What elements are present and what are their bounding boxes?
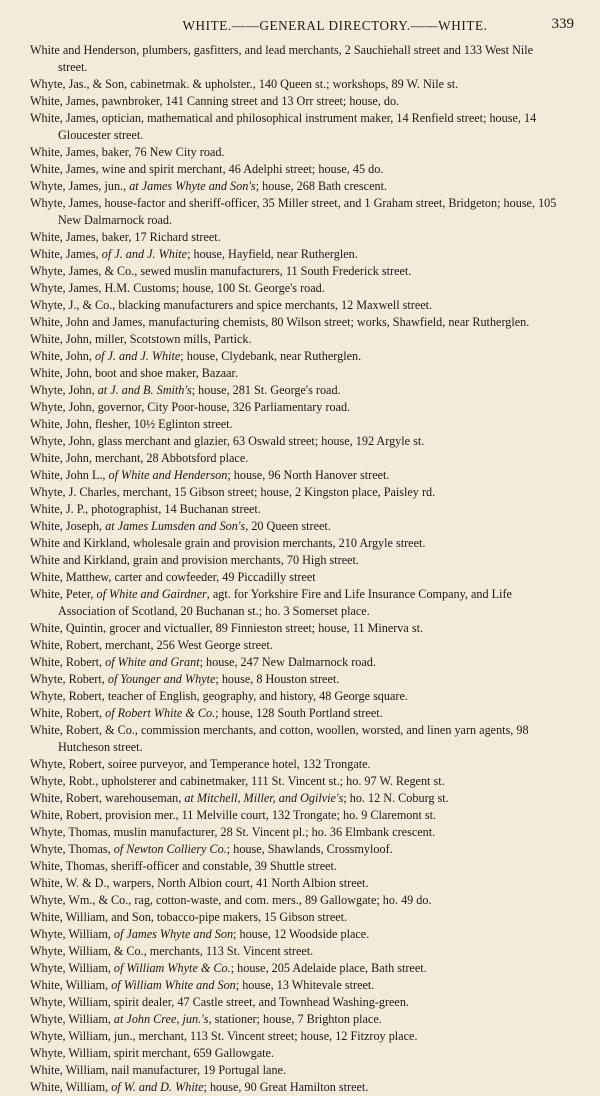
entry-text: Whyte, John, glass merchant and glazier, 63 Oswald street; house, 192 Argyle st. (30, 434, 425, 448)
directory-entry (30, 501, 558, 518)
entry-text: Whyte, William, (30, 927, 114, 941)
directory-entry (30, 484, 558, 501)
entry-firm-reference: of Younger and Whyte (107, 672, 216, 686)
entry-text: ; house, 247 New Dalmarnock road. (199, 655, 376, 669)
entry-text: White, Robert, & Co., commission merchants, and cotton, woollen, worsted, and linen yarn agents, 98 Hutcheson street. (30, 723, 529, 754)
entry-text: White and Kirkland, wholesale grain and provision merchants, 210 Argyle street. (30, 536, 426, 550)
directory-entry (30, 960, 558, 977)
entry-text: Whyte, J., & Co., blacking manufacturers and spice merchants, 12 Maxwell street. (30, 298, 433, 312)
directory-entry (30, 875, 558, 892)
directory-entry (30, 365, 558, 382)
directory-entry (30, 178, 558, 195)
entry-text: ; house, 8 Houston street. (215, 672, 340, 686)
entry-text: White, James, baker, 17 Richard street. (30, 230, 221, 244)
entry-firm-reference: of J. and J. White (101, 247, 188, 261)
directory-entry (30, 246, 558, 263)
entry-text: White, William, (30, 1080, 112, 1094)
entry-firm-reference: of White and Henderson (108, 468, 228, 482)
directory-entry (30, 909, 558, 926)
entry-text: White, J. P., photographist, 14 Buchanan street. (30, 502, 261, 516)
directory-entry (30, 314, 558, 331)
entry-text: ; house, 128 South Portland street. (215, 706, 383, 720)
entry-text: ; house, Clydebank, near Rutherglen. (180, 349, 362, 363)
directory-entry (30, 416, 558, 433)
entry-text: Whyte, Thomas, muslin manufacturer, 28 St. Vincent pl.; ho. 36 Elmbank crescent. (30, 825, 436, 839)
entry-text: ; house, 96 North Hanover street. (227, 468, 390, 482)
entry-firm-reference: of White and Grant (105, 655, 200, 669)
directory-entry (30, 688, 558, 705)
directory-entry (30, 756, 558, 773)
entry-firm-reference: at J. and B. Smith's (97, 383, 192, 397)
entry-text: ; house, Hayfield, near Rutherglen. (187, 247, 358, 261)
entry-text: Whyte, Robt., upholsterer and cabinetmaker, 111 St. Vincent st.; ho. 97 W. Regent st. (30, 774, 445, 788)
entry-text: Whyte, J. Charles, merchant, 15 Gibson street; house, 2 Kingston place, Paisley rd. (30, 485, 436, 499)
directory-entry (30, 569, 558, 586)
entry-text: ; house, 205 Adelaide place, Bath street. (230, 961, 427, 975)
directory-entry (30, 552, 558, 569)
directory-entry (30, 42, 558, 76)
directory-entry (30, 926, 558, 943)
directory-entry (30, 399, 558, 416)
directory-entry (30, 1011, 558, 1028)
directory-entry (30, 263, 558, 280)
running-header (30, 18, 580, 42)
directory-entry (30, 977, 558, 994)
directory-entry (30, 467, 558, 484)
entry-text: Whyte, James, jun., (30, 179, 130, 193)
entry-firm-reference: of William Whyte & Co. (113, 961, 231, 975)
directory-entry (30, 382, 558, 399)
directory-entry (30, 807, 558, 824)
directory-entry (30, 858, 558, 875)
entry-firm-reference: of W. and D. White (111, 1080, 204, 1094)
entry-text: White, Matthew, carter and cowfeeder, 49 Piccadilly street (30, 570, 316, 584)
entry-text: White, John, merchant, 28 Abbotsford place. (30, 451, 249, 465)
entry-firm-reference: of J. and J. White (95, 349, 181, 363)
entry-text: ; house, 13 Whitevale street. (235, 978, 375, 992)
entry-text: , stationer; house, 7 Brighton place. (208, 1012, 382, 1026)
directory-entry (30, 280, 558, 297)
entry-text: Whyte, James, house-factor and sheriff-officer, 35 Miller street, and 1 Graham street, Bridgeton; house, 105 New Dalmarnock road. (30, 196, 557, 227)
entry-text: Whyte, Thomas, (30, 842, 114, 856)
entry-text: Whyte, William, (30, 1012, 114, 1026)
entry-text: White, William, nail manufacturer, 19 Portugal lane. (30, 1063, 287, 1077)
entry-text: , 20 Queen street. (245, 519, 331, 533)
entry-text: Whyte, James, & Co., sewed muslin manufacturers, 11 South Frederick street. (30, 264, 412, 278)
entry-firm-reference: of William White and Son (111, 978, 236, 992)
entry-text: White, Joseph, (30, 519, 106, 533)
header-title: WHITE.——GENERAL DIRECTORY.——WHITE. (182, 18, 488, 33)
directory-entry (30, 229, 558, 246)
entry-text: Whyte, Robert, (30, 672, 108, 686)
directory-entry (30, 892, 558, 909)
directory-entry (30, 433, 558, 450)
directory-entry (30, 93, 558, 110)
directory-entry (30, 297, 558, 314)
directory-entry (30, 586, 558, 620)
entry-text: White, James, optician, mathematical and philosophical instrument maker, 14 Renfield street; house, 14 Gloucester street. (30, 111, 537, 142)
entry-text: White, John, flesher, 10½ Eglinton street. (30, 417, 233, 431)
directory-entry (30, 161, 558, 178)
entry-firm-reference: of Newton Colliery Co. (113, 842, 227, 856)
directory-entry (30, 76, 558, 93)
entry-text: White, James, pawnbroker, 141 Canning street and 13 Orr street; house, do. (30, 94, 400, 108)
entry-text: White and Henderson, plumbers, gasfitters, and lead merchants, 2 Sauchiehall street and 133 West Nile street. (30, 43, 534, 74)
entry-text: White, W. & D., warpers, North Albion court, 41 North Albion street. (30, 876, 369, 890)
entry-firm-reference: of Robert White & Co. (105, 706, 216, 720)
entry-text: Whyte, William, (30, 961, 114, 975)
entry-text: ; house, 12 Woodside place. (233, 927, 370, 941)
entry-firm-reference: at Mitchell, Miller, and Ogilvie's (184, 791, 344, 805)
entry-text: White, Peter, (30, 587, 97, 601)
entry-text: White, Robert, provision mer., 11 Melville court, 132 Trongate; ho. 9 Claremont st. (30, 808, 437, 822)
entry-firm-reference: at James Whyte and Son's (129, 179, 256, 193)
directory-entry (30, 331, 558, 348)
entry-text: White, James, wine and spirit merchant, 46 Adelphi street; house, 45 do. (30, 162, 384, 176)
directory-entry (30, 620, 558, 637)
entry-text: Whyte, James, H.M. Customs; house, 100 St. George's road. (30, 281, 325, 295)
directory-entry (30, 1062, 558, 1079)
directory-entry (30, 994, 558, 1011)
entry-text: ; house, 90 Great Hamilton street. (203, 1080, 369, 1094)
entry-text: Whyte, William, & Co., merchants, 113 St. Vincent street. (30, 944, 314, 958)
entry-text: Whyte, Jas., & Son, cabinetmak. & upholster., 140 Queen st.; workshops, 89 W. Nile st. (30, 77, 459, 91)
directory-entries (30, 42, 558, 1096)
directory-entry (30, 110, 558, 144)
directory-entry (30, 654, 558, 671)
entry-text: Whyte, Robert, soiree purveyor, and Temperance hotel, 132 Trongate. (30, 757, 371, 771)
entry-text: White, William, and Son, tobacco-pipe makers, 15 Gibson street. (30, 910, 348, 924)
directory-entry (30, 518, 558, 535)
entry-text: White, William, (30, 978, 112, 992)
entry-text: ; house, 268 Bath crescent. (255, 179, 388, 193)
directory-entry (30, 1028, 558, 1045)
entry-text: White, Robert, (30, 655, 106, 669)
entry-text: ; ho. 12 N. Coburg st. (343, 791, 449, 805)
directory-entry (30, 790, 558, 807)
entry-text: White, James, baker, 76 New City road. (30, 145, 225, 159)
directory-entry (30, 943, 558, 960)
entry-text: White, James, (30, 247, 102, 261)
page-number: 339 (551, 16, 574, 32)
entry-text: Whyte, William, spirit dealer, 47 Castle street, and Townhead Washing-green. (30, 995, 409, 1009)
directory-entry (30, 1079, 558, 1096)
directory-entry (30, 773, 558, 790)
entry-text: White, Robert, warehouseman, (30, 791, 185, 805)
directory-entry (30, 824, 558, 841)
entry-text: White, John L., (30, 468, 109, 482)
entry-text: Whyte, Wm., & Co., rag, cotton-waste, and com. mers., 89 Gallowgate; ho. 49 do. (30, 893, 432, 907)
entry-text: White, Robert, merchant, 256 West George street. (30, 638, 273, 652)
entry-firm-reference: of White and Gairdner (96, 587, 207, 601)
entry-text: Whyte, John, (30, 383, 98, 397)
entry-firm-reference: at John Cree, jun.'s (113, 1012, 209, 1026)
entry-text: ; house, Shawlands, Crossmyloof. (226, 842, 393, 856)
directory-entry (30, 348, 558, 365)
directory-entry (30, 637, 558, 654)
entry-text: White, Thomas, sheriff-officer and constable, 39 Shuttle street. (30, 859, 337, 873)
entry-text: , agt. for Yorkshire Fire and Life Insurance Company, and Life Association of Scotland, 20 Buchanan st.; ho. 3 Somerset place. (58, 587, 512, 618)
directory-entry (30, 450, 558, 467)
entry-text: Whyte, William, spirit merchant, 659 Gallowgate. (30, 1046, 274, 1060)
entry-text: White, John, boot and shoe maker, Bazaar. (30, 366, 238, 380)
entry-text: White, Robert, (30, 706, 106, 720)
entry-text: Whyte, Robert, teacher of English, geography, and history, 48 George square. (30, 689, 408, 703)
entry-text: White and Kirkland, grain and provision merchants, 70 High street. (30, 553, 359, 567)
entry-text: ; house, 281 St. George's road. (191, 383, 341, 397)
directory-entry (30, 841, 558, 858)
directory-entry (30, 722, 558, 756)
directory-entry (30, 535, 558, 552)
entry-firm-reference: of James Whyte and Son (113, 927, 234, 941)
entry-text: White, Quintin, grocer and victualler, 89 Finnieston street; house, 11 Minerva st. (30, 621, 424, 635)
entry-text: White, John and James, manufacturing chemists, 80 Wilson street; works, Shawfield, near Rutherglen. (30, 315, 530, 329)
directory-entry (30, 1045, 558, 1062)
entry-text: Whyte, John, governor, City Poor-house, 326 Parliamentary road. (30, 400, 351, 414)
entry-firm-reference: at James Lumsden and Son's (105, 519, 246, 533)
directory-entry (30, 195, 558, 229)
directory-entry (30, 705, 558, 722)
entry-text: Whyte, William, jun., merchant, 113 St. Vincent street; house, 12 Fitzroy place. (30, 1029, 418, 1043)
entry-text: White, John, (30, 349, 95, 363)
directory-entry (30, 671, 558, 688)
directory-entry (30, 144, 558, 161)
entry-text: White, John, miller, Scotstown mills, Partick. (30, 332, 252, 346)
